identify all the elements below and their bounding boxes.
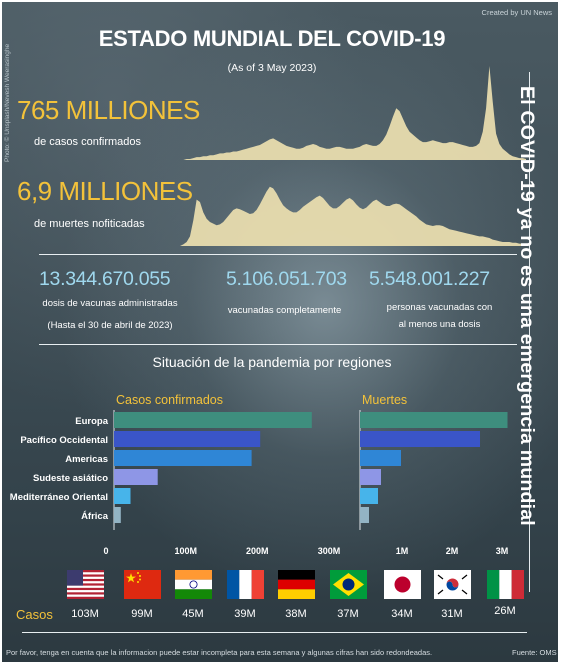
deaths-label: de muertes nofiticadas [34, 218, 145, 230]
deaths-bar [360, 431, 480, 447]
south-korea-flag [434, 570, 471, 599]
deaths-area-group [180, 187, 526, 246]
south-korea-cases: 31M [441, 608, 463, 620]
india-cases: 45M [182, 608, 204, 620]
deaths-tick-label: 3M [495, 546, 509, 556]
cases-panel-title: Casos confirmados [116, 393, 223, 407]
page-title: ESTADO MUNDIAL DEL COVID-19 [98, 26, 446, 51]
cases-tick-label: 300M [317, 546, 341, 556]
deaths-tick-label: 2M [445, 546, 459, 556]
photo-credit-text: Photo: © Unsplash/Nevesh Weerasinghe [4, 43, 11, 162]
deaths-area [180, 187, 526, 246]
countries-label: Casos [16, 607, 53, 622]
doses-label: dosis de vacunas administradas [42, 298, 178, 309]
deaths-total: 6,9 MILLIONES [17, 176, 193, 206]
italy-flag [487, 570, 524, 599]
deaths-bar [360, 469, 381, 485]
usa-flag [67, 570, 104, 599]
brazil-flag [330, 570, 367, 599]
as-of-date: (As of 3 May 2023) [227, 62, 317, 74]
created-by-credit: Created by UN News [481, 8, 552, 17]
region-label: Europa [75, 416, 108, 427]
one-dose-label-2: al menos una dosis [398, 319, 481, 330]
fully-vaccinated-value: 5.106.051.703 [226, 268, 347, 290]
cases-area [180, 66, 526, 160]
cases-area-group [180, 66, 526, 160]
cases-tick-label: 100M [174, 546, 197, 556]
one-dose-value: 5.548.001.227 [369, 268, 490, 290]
doses-note: (Hasta el 30 de abril de 2023) [47, 320, 173, 331]
side-banner [516, 86, 558, 586]
deaths-bar [360, 412, 508, 428]
infographic-poster [2, 2, 558, 662]
region-label: Pacífico Occidental [20, 435, 108, 446]
country-row [62, 570, 522, 630]
china-cases: 99M [131, 608, 153, 620]
cases-bar [114, 412, 312, 428]
germany-cases: 38M [285, 608, 307, 620]
side-banner-text: El COVID-19 ya no es una emergencia mundial [516, 86, 538, 526]
regions-title: Situación de la pandemia por regiones [152, 354, 392, 370]
region-label: África [81, 511, 108, 522]
france-cases: 39M [234, 608, 256, 620]
italy-cases: 26M [494, 605, 516, 617]
india-flag [175, 570, 212, 599]
deaths-area-chart [180, 162, 526, 248]
cases-label: de casos confirmados [34, 136, 141, 148]
cases-bar [114, 469, 158, 485]
cases-area-chart [180, 62, 526, 162]
cases-tick-label: 0 [103, 546, 109, 556]
cases-bar [114, 507, 121, 523]
deaths-bar [360, 488, 378, 504]
japan-flag [384, 570, 421, 599]
japan-cases: 34M [391, 608, 413, 620]
cases-bar [114, 488, 131, 504]
deaths-bar [360, 450, 401, 466]
deaths-bar [360, 507, 369, 523]
doses-value: 13.344.670.055 [39, 268, 171, 290]
region-label: Americas [65, 454, 108, 465]
fully-vaccinated-label: vacunadas completamente [227, 305, 342, 316]
footer-note: Por favor, tenga en cuenta que la informacion puede estar incompleta para esta semana y algunas cifras han sido redondeadas. [6, 648, 433, 657]
cases-total: 765 MILLIONES [17, 95, 200, 125]
regions-bar-chart [2, 384, 527, 554]
deaths-panel-title: Muertes [362, 393, 408, 407]
region-label: Mediterráneo Oriental [9, 492, 108, 503]
brazil-cases: 37M [337, 608, 359, 620]
germany-flag [278, 570, 315, 599]
footer-source: Fuente: OMS [512, 648, 557, 657]
deaths-tick-label: 1M [395, 546, 409, 556]
one-dose-label-1: personas vacunadas con [386, 302, 493, 313]
cases-bar [114, 431, 260, 447]
divider-bottom [22, 632, 527, 633]
region-label: Sudeste asiático [33, 473, 108, 484]
divider-top [39, 254, 517, 255]
china-flag [124, 570, 161, 599]
france-flag [227, 570, 264, 599]
cases-bar [114, 450, 252, 466]
cases-tick-label: 200M [246, 546, 269, 556]
regions-bars-group [10, 393, 508, 556]
usa-cases: 103M [71, 608, 99, 620]
divider-middle [39, 344, 517, 345]
